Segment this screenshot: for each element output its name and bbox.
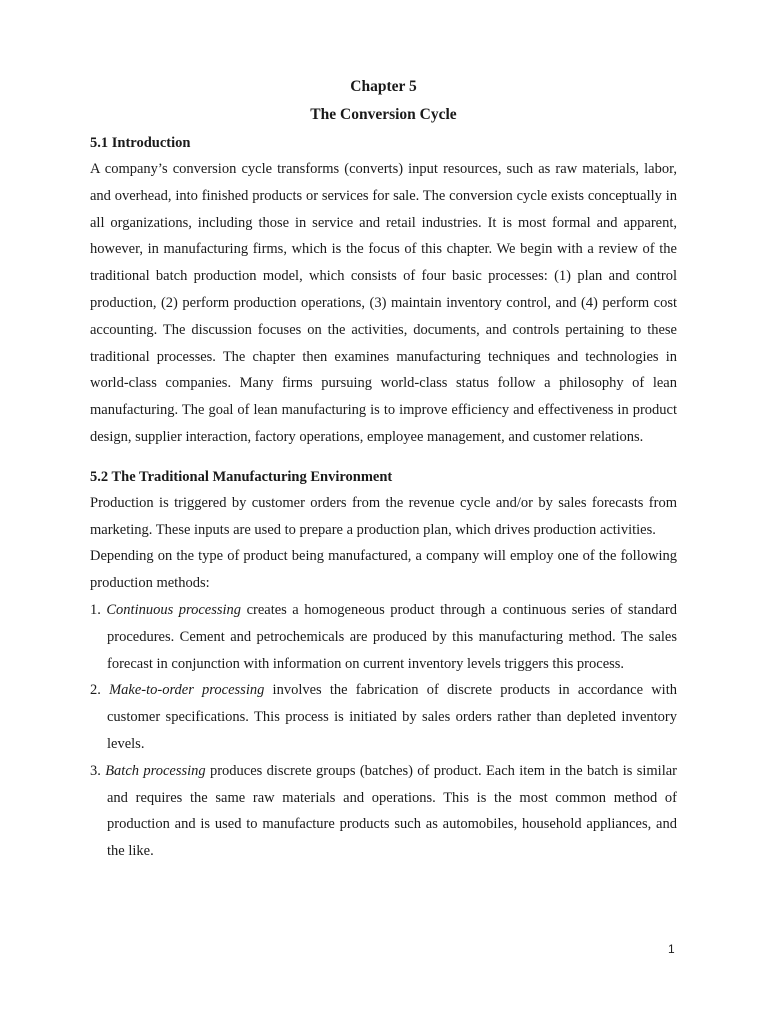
production-methods-paragraph: Depending on the type of product being manufactured, a company will employ one of the following production methods:	[90, 548, 677, 592]
document-page	[90, 73, 677, 865]
section-heading-traditional-manufacturing: 5.2 The Traditional Manufacturing Environment	[90, 468, 393, 485]
list-term: Continuous processing	[106, 601, 242, 618]
introduction-paragraph: A company’s conversion cycle transforms (converts) input resources, such as raw materials, labor, and overhead, into finished products or services for sale. The conversion cycle exists conceptually in all organizations, including those in service and retail industries. It is most formal and apparent, however, in manufacturing firms, which is the focus of this chapter. We begin with a review of the traditional batch production model, which consists of four basic processes: (1) plan and control production, (2) perform production operations, (3) maintain inventory control, and (4) perform cost accounting. The discussion focuses on the activities, documents, and controls pertaining to these traditional processes. The chapter then examines manufacturing techniques and technologies in world-class companies. Many firms pursuing world-class status follow a philosophy of lean manufacturing. The goal of lean manufacturing is to improve efficiency and effectiveness in product design, supplier interaction, factory operations, employee management, and customer relations.	[90, 161, 677, 445]
list-text: produces discrete groups (batches) of product. Each item in the batch is similar and requires the same raw materials and operations. This is the most common method of production and is used to manufacture products such as automobiles, household appliances, and the like.	[107, 762, 677, 860]
list-item-make-to-order-processing	[90, 677, 677, 757]
chapter-number: Chapter 5	[350, 78, 417, 95]
list-number: 3.	[90, 762, 101, 779]
list-number: 1.	[90, 601, 101, 618]
list-text: involves the fabrication of discrete products in accordance with customer specifications. This process is initiated by sales orders rather than depleted inventory levels.	[107, 682, 677, 752]
chapter-title: The Conversion Cycle	[310, 106, 457, 123]
section-heading-introduction: 5.1 Introduction	[90, 135, 191, 151]
list-item-batch-processing	[90, 758, 677, 865]
list-term: Batch processing	[105, 762, 206, 779]
list-term: Make-to-order processing	[109, 682, 265, 699]
page-number: 1	[668, 942, 675, 956]
list-text: creates a homogeneous product through a continuous series of standard procedures. Cement and petrochemicals are produced by this manufacturing method. The sales forecast in conjunction with information on current inventory levels triggers this process.	[107, 601, 677, 672]
production-trigger-paragraph: Production is triggered by customer orders from the revenue cycle and/or by sales forecasts from marketing. These inputs are used to prepare a production plan, which drives production activities.	[90, 494, 677, 538]
list-item-continuous-processing	[90, 597, 677, 677]
list-number: 2.	[90, 682, 101, 699]
